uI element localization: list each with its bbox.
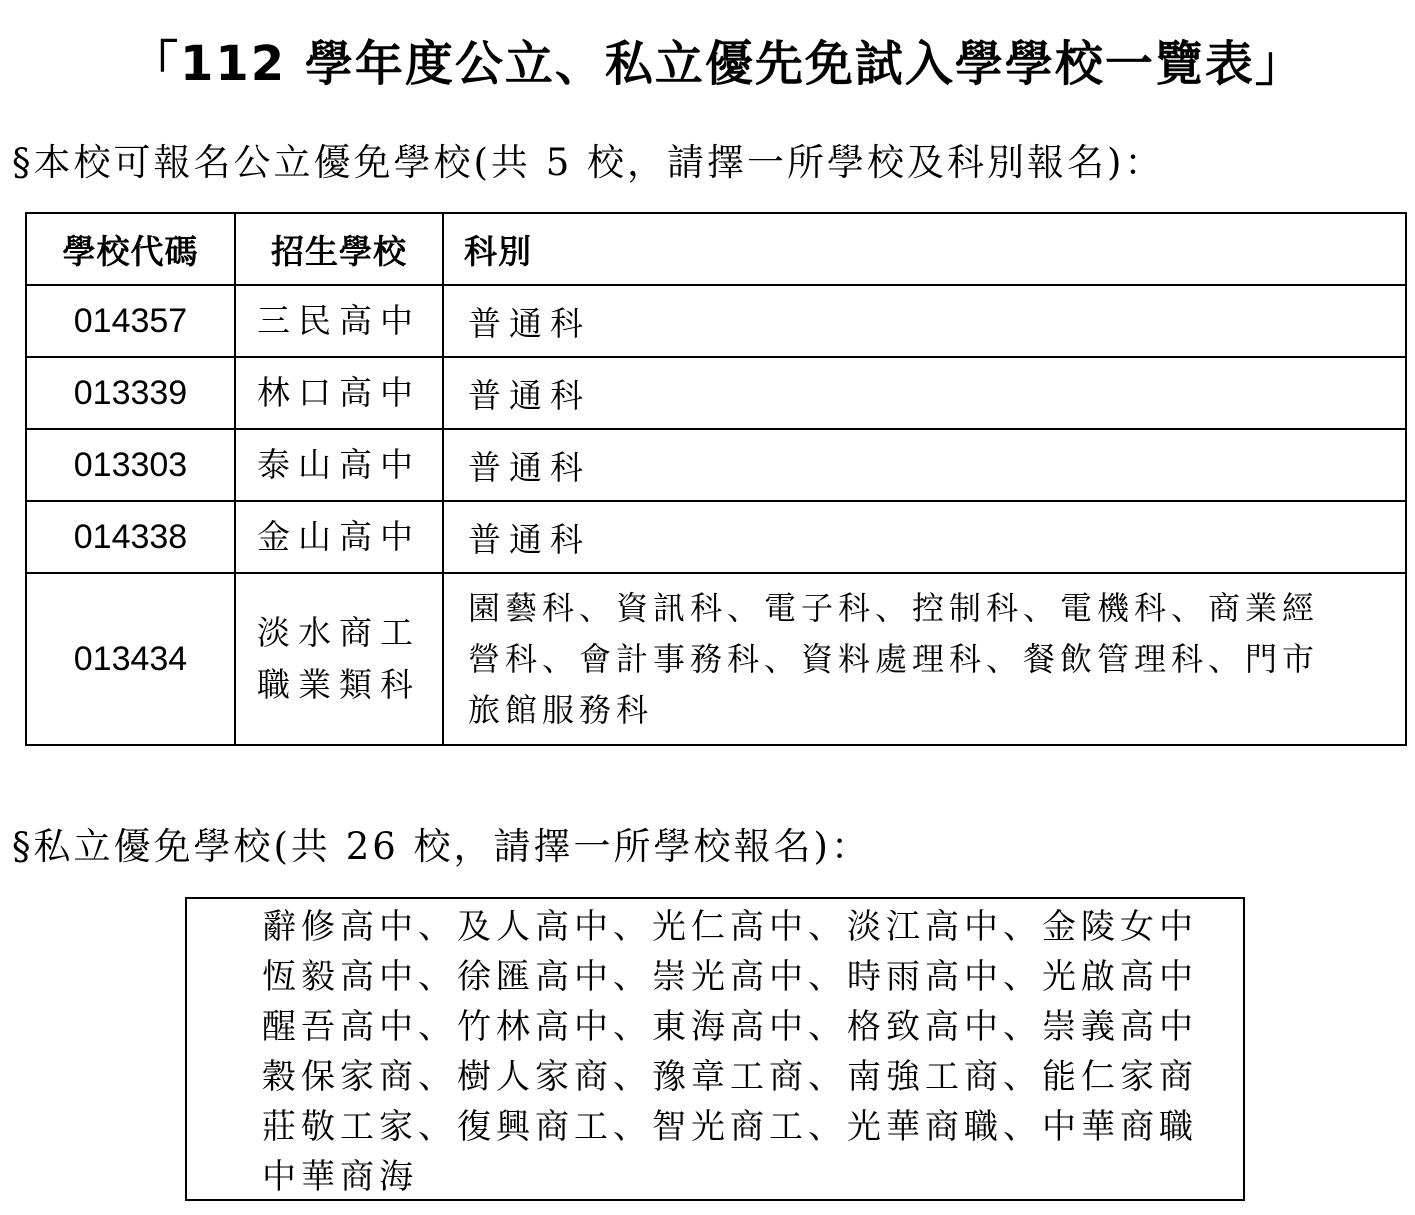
table-row	[26, 357, 1406, 429]
department-cell: 普通科	[443, 285, 1406, 357]
school-name-cell: 林口高中	[235, 357, 443, 429]
school-code-cell: 014357	[26, 285, 235, 357]
public-schools-heading: §本校可報名公立優免學校(共 5 校，請擇一所學校及科別報名)：	[12, 141, 1165, 184]
table-row	[26, 429, 1406, 501]
private-schools-line: 辭修高中、及人高中、光仁高中、淡江高中、金陵女中	[262, 907, 1198, 947]
table-row	[26, 501, 1406, 573]
department-line: 園藝科、資訊科、電子科、控制科、電機科、商業經	[468, 588, 1320, 627]
school-name-cell: 金山高中	[235, 501, 443, 573]
school-code-cell: 014338	[26, 501, 235, 573]
private-schools-box	[185, 897, 1245, 1201]
school-name-line: 職業類科	[257, 665, 421, 704]
school-name-cell	[235, 573, 443, 745]
school-code-cell: 013339	[26, 357, 235, 429]
public-schools-table	[25, 212, 1407, 746]
private-schools-line: 醒吾高中、竹林高中、東海高中、格致高中、崇義高中	[262, 1007, 1198, 1047]
department-line: 營科、會計事務科、資料處理科、餐飲管理科、門市	[468, 639, 1320, 678]
school-name-cell: 三民高中	[235, 285, 443, 357]
document-title: 「112 學年度公立、私立優先免試入學學校一覽表」	[130, 36, 1305, 92]
private-schools-line: 莊敬工家、復興商工、智光商工、光華商職、中華商職	[262, 1107, 1198, 1147]
column-header-school-name: 招生學校	[235, 213, 443, 285]
school-code-cell: 013434	[26, 573, 235, 745]
private-schools-line: 中華商海	[262, 1157, 418, 1197]
school-name-line: 淡水商工	[257, 613, 421, 652]
table-row	[26, 573, 1406, 745]
department-cell: 普通科	[443, 357, 1406, 429]
column-header-department: 科別	[443, 213, 1406, 285]
school-name-cell: 泰山高中	[235, 429, 443, 501]
private-schools-heading: §私立優免學校(共 26 校，請擇一所學校報名)：	[12, 825, 871, 868]
private-schools-line: 恆毅高中、徐匯高中、崇光高中、時雨高中、光啟高中	[262, 957, 1198, 997]
department-cell: 普通科	[443, 501, 1406, 573]
table-row	[26, 285, 1406, 357]
department-cell	[443, 573, 1406, 745]
department-cell: 普通科	[443, 429, 1406, 501]
department-line: 旅館服務科	[468, 690, 654, 729]
school-code-cell: 013303	[26, 429, 235, 501]
table-header-row	[26, 213, 1406, 285]
private-schools-line: 穀保家商、樹人家商、豫章工商、南強工商、能仁家商	[262, 1057, 1198, 1097]
column-header-school-code: 學校代碼	[26, 213, 235, 285]
